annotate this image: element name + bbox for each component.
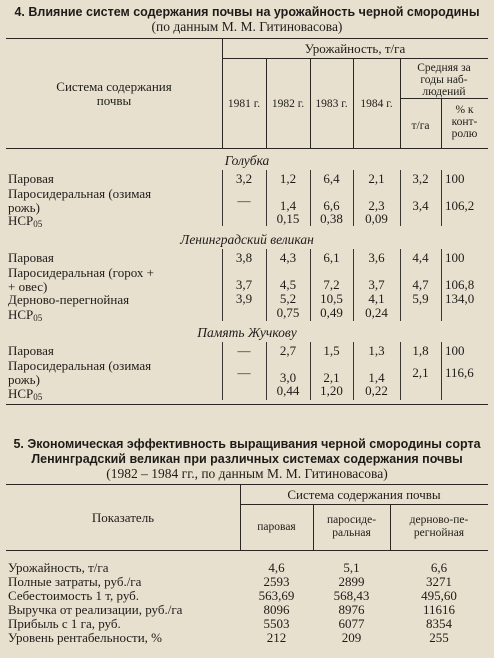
table4-header-rule [6, 148, 488, 149]
header-1984: 1984 г. [360, 98, 393, 110]
header-tga: т/га [411, 120, 430, 132]
header-yield: Урожайность, т/га [304, 41, 406, 56]
table5-top-rule [6, 484, 488, 485]
book-page: 4. Влияние систем содержания почвы на урожайность черной смородины (по данным М. М. Гитиновасова) Система содержания почвы Урожайность, т/га 1981 г. 1982 г. 1983 г. 1984 г. Средняя за годы наб- людений т/га % к конт- ролю Голубка Паровая 3,2 1,2 6,4 2,1 3,2 100 Паросидеральная (озимая рожь) — 1,4 6,6 2,3 3,4 106,2 $НСР_{05}$ 0,15 0,38 0,09 Ленинградский великан Паровая 3,8 4,3 6,1 3,6 4,4 100 Паросидеральная (горох + + овес) 3,7 4,5 7,2 3,7 4,7 106,8 Дерново-перегнойная 3,9 5,2 10,5 4,1 5,9 134,0 $НСР_{05}$ 0,75 0,49 0,24 Память Жучкову Паровая — 2,7 1,5 1,3 1,8 100 Паросидеральная (озимая рожь) — 3,0 2,1 1,4 2,1 116,6 $НСР_{05}$ 0,44 1,20 0,22 5. Экономическая эффективность выращивания черной смородины сорта Ленинградский великан при различных системах содержания почвы (1982 – 1984 гг., по данным М. М. Гитиновасова) Показатель Система содержания почвы паровая паросиде- ральная дерново-пе- регнойная Урожайность, т/га 4,6 5,1 6,6 Полные затраты, руб./га 2593 2899 3271 Себестоимость 1 т, руб. 563,69 568,43 495,60 Выручка от реализации, руб./га 8096 8976 11616 Прибыль с 1 га, руб. 5503 6077 8354 Уровень рентабельности, % 212 209 255 [0, 0, 494, 658]
group-title: Память Жучкову [197, 325, 297, 340]
header-pct-line1: % к [455, 104, 474, 116]
header-1981: 1981 г. [227, 98, 261, 110]
header-indicator: Показатель [91, 510, 155, 525]
group-title: Ленинградский великан [180, 232, 314, 247]
header-avg-line1: Средняя за [417, 62, 471, 74]
table5-system-rule [240, 504, 488, 505]
table5-title-line2-wrap [6, 451, 488, 467]
header-1982: 1982 г. [271, 98, 305, 110]
group-title: Голубка [224, 153, 270, 168]
table4-title-line1: 4. Влияние систем содержания почвы на урожайность черной смородины [14, 5, 480, 19]
header-dernovo-line1: дерново-пе- [409, 514, 469, 526]
table5-title-line1: 5. Экономическая эффективность выращивания черной смородины сорта [13, 437, 481, 451]
table5-header-rule [6, 550, 488, 551]
header-parosideralnaya-line2: ральная [332, 527, 371, 539]
table4-top-rule [6, 38, 488, 39]
header-1983: 1983 г. [315, 98, 348, 110]
header-parosideralnaya-line1: паросиде- [326, 514, 377, 526]
table5-title-line2: Ленинградский великан при различных системах содержания почвы [31, 452, 463, 466]
header-soil-system: Система содержания почвы [287, 487, 441, 502]
header-pct-line3: ролю [451, 128, 478, 140]
header-parovaya: паровая [257, 521, 296, 533]
table4-subtitle: (по данным М. М. Гитиновасова) [151, 19, 343, 34]
table4-yield-rule [222, 58, 488, 59]
header-dernovo-line2: регнойная [413, 527, 465, 539]
header-avg-line3: людений [422, 86, 466, 98]
header-pct-line2: конт- [451, 116, 478, 128]
table4-bottom-rule [6, 404, 488, 405]
table4-avg-rule [400, 98, 488, 99]
table5-title [6, 436, 488, 452]
header-system-line1: Система содержания [56, 79, 172, 94]
table4-title [6, 4, 488, 20]
header-system-line2: почвы [96, 93, 132, 108]
header-avg-line2: годы наб- [420, 74, 468, 86]
table5-subtitle: (1982 – 1984 гг., по данным М. М. Гитиновасова) [106, 466, 388, 481]
